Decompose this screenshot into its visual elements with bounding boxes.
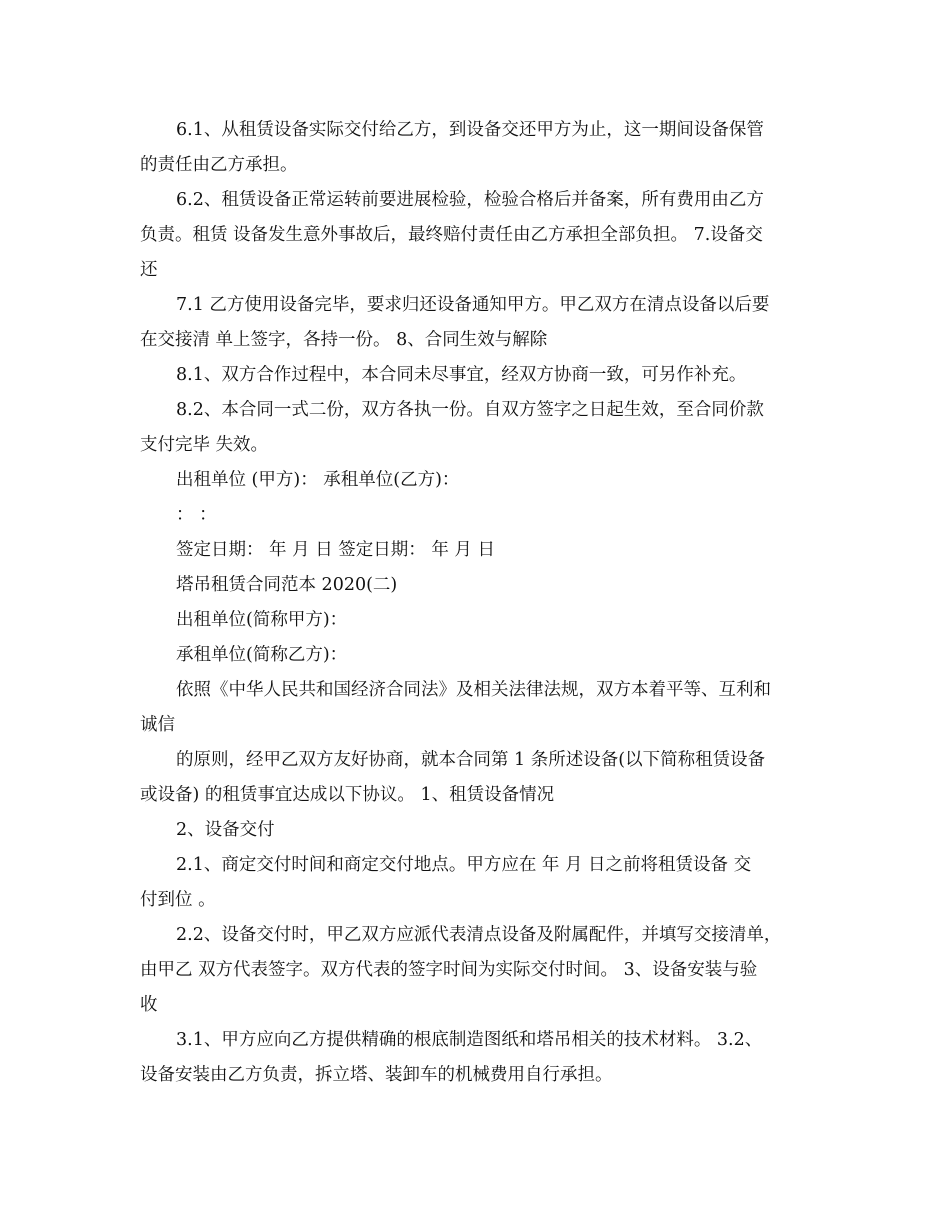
- text-line: 3.1、甲方应向乙方提供精确的根底制造图纸和塔吊相关的技术材料。 3.2、: [176, 1030, 763, 1050]
- text-line: 设备安装由乙方负责，拆立塔、装卸车的机械费用自行承担。: [140, 1065, 613, 1085]
- text-line: 2.2、设备交付时，甲乙双方应派代表清点设备及附属配件，并填写交接清单，: [176, 925, 782, 945]
- signature-colons: ： ：: [176, 505, 217, 525]
- document-body: [140, 113, 816, 1093]
- text-line: 的原则，经甲乙双方友好协商，就本合同第 1 条所述设备(以下简称租赁设备: [176, 750, 766, 770]
- text-line: 6.2、租赁设备正常运转前要进展检验，检验合格后并备案，所有费用由乙方: [176, 190, 764, 210]
- text-line: 诚信: [140, 715, 175, 735]
- text-line: 6.1、从租赁设备实际交付给乙方，到设备交还甲方为止，这一期间设备保管: [176, 120, 764, 140]
- text-line: 由甲乙 双方代表签字。双方代表的签字时间为实际交付时间。 3、设备安装与验: [140, 960, 758, 980]
- text-line: 支付完毕 失效。: [140, 435, 269, 455]
- clause-heading: 2、设备交付: [176, 820, 275, 840]
- lessee-label: 承租单位(简称乙方)：: [176, 645, 348, 665]
- text-line: 2.1、商定交付时间和商定交付地点。甲方应在 年 月 日之前将租赁设备 交: [176, 855, 752, 875]
- text-line: 或设备) 的租赁事宜达成以下协议。 1、租赁设备情况: [140, 785, 555, 805]
- text-line: 7.1 乙方使用设备完毕，要求归还设备通知甲方。甲乙双方在清点设备以后要: [176, 295, 770, 315]
- signature-party-labels: 出租单位 (甲方)： 承租单位(乙方)：: [176, 470, 460, 490]
- text-line: 负责。租赁 设备发生意外事故后，最终赔付责任由乙方承担全部负担。 7.设备交: [140, 225, 763, 245]
- signature-dates: 签定日期： 年 月 日 签定日期： 年 月 日: [176, 540, 495, 560]
- text-line: 在交接清 单上签字，各持一份。 8、合同生效与解除: [140, 330, 548, 350]
- section-title: 塔吊租赁合同范本 2020(二): [176, 575, 398, 595]
- text-line: 8.2、本合同一式二份，双方各执一份。自双方签字之日起生效，至合同价款: [176, 400, 764, 420]
- text-line: 收: [140, 995, 158, 1015]
- text-line: 还: [140, 260, 158, 280]
- text-line: 8.1、双方合作过程中，本合同未尽事宜，经双方协商一致，可另作补充。: [176, 365, 747, 385]
- lessor-label: 出租单位(简称甲方)：: [176, 610, 348, 630]
- text-line: 的责任由乙方承担。: [140, 155, 298, 175]
- text-line: 依照《中华人民共和国经济合同法》及相关法律法规，双方本着平等、互利和: [176, 680, 771, 700]
- text-line: 付到位 。: [140, 890, 216, 910]
